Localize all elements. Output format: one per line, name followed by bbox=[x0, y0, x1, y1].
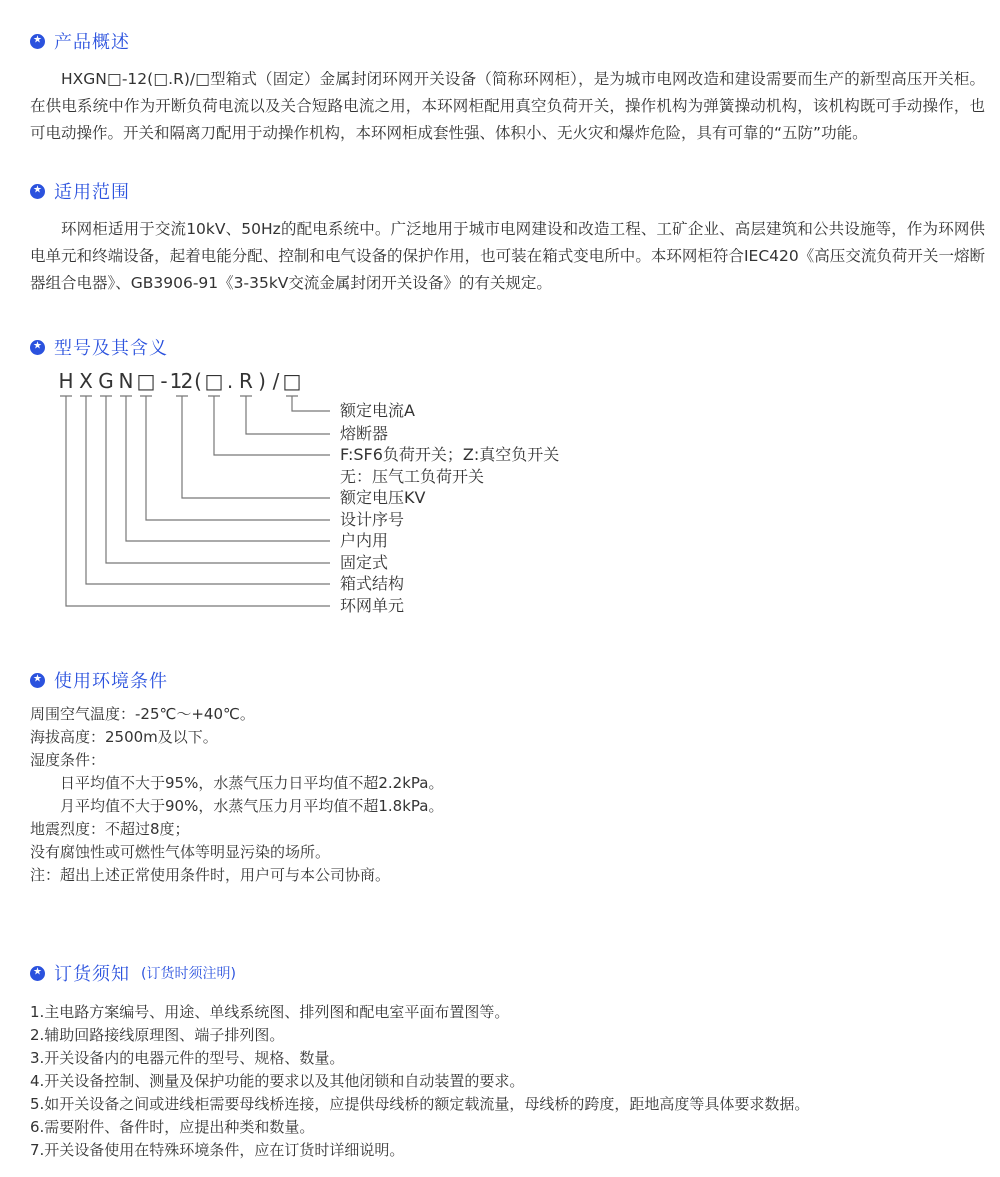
ordering-note-item: 7.开关设备使用在特殊环境条件，应在订货时详细说明。 bbox=[30, 1141, 405, 1159]
section-title-ordering: 订货须知 bbox=[54, 964, 130, 985]
designation-line bbox=[140, 396, 330, 520]
star-glyph: ★ bbox=[33, 184, 42, 196]
scope-paragraph: 环网柜适用于交流10kV、50Hz的配电系统中。广泛地用于城市电网建设和改造工程、工矿企业、高层建筑和公共设施等，作为环网供电单元和终端设备，起着电能分配、控制和电气设备的保护作用，也可装在箱式变电所中。本环网柜符合IEC420《高压交流负荷开关一熔断器组合电器》、GB3906-91《3-35kV交流金属封闭开关设备》的有关规定。 bbox=[30, 220, 985, 292]
star-circle-icon bbox=[30, 340, 45, 355]
designation-label: 箱式结构 bbox=[340, 574, 405, 593]
env-condition-line: 地震烈度：不超过8度； bbox=[30, 820, 190, 838]
star-circle-icon bbox=[30, 966, 45, 981]
designation-line bbox=[60, 396, 330, 606]
designation-label: 额定电压KV bbox=[340, 488, 426, 507]
env-condition-line: 月平均值不大于90%，水蒸气压力月平均值不超1.8kPa。 bbox=[60, 797, 444, 815]
designation-label: F:SF6负荷开关；Z:真空负开关 bbox=[340, 445, 560, 464]
env-condition-line: 湿度条件： bbox=[30, 751, 106, 769]
designation-label: 额定电流A bbox=[340, 401, 415, 420]
section-header-environment bbox=[30, 667, 985, 693]
env-condition-line: 周围空气温度：-25℃～+40℃。 bbox=[30, 705, 255, 723]
star-glyph: ★ bbox=[33, 34, 42, 46]
env-condition-line: 没有腐蚀性或可燃性气体等明显污染的场所。 bbox=[30, 843, 331, 861]
star-glyph: ★ bbox=[33, 966, 42, 978]
designation-label: 熔断器 bbox=[340, 424, 389, 443]
star-glyph: ★ bbox=[33, 340, 42, 352]
section-header-scope bbox=[30, 178, 985, 204]
star-circle-icon bbox=[30, 34, 45, 49]
ordering-note-item: 2.辅助回路接线原理图、端子排列图。 bbox=[30, 1026, 285, 1044]
designation-label: 固定式 bbox=[340, 553, 389, 572]
star-glyph: ★ bbox=[33, 673, 42, 685]
designation-line bbox=[240, 396, 330, 434]
environment-conditions-list bbox=[30, 703, 985, 887]
ordering-note-item: 1.主电路方案编号、用途、单线系统图、排列图和配电室平面布置图等。 bbox=[30, 1003, 510, 1021]
designation-line bbox=[80, 396, 330, 584]
model-designation-text: HXGN□-12(□.R)/□ bbox=[58, 369, 302, 393]
section-title-scope: 适用范围 bbox=[54, 182, 130, 203]
ordering-note-item: 4.开关设备控制、测量及保护功能的要求以及其他闭锁和自动装置的要求。 bbox=[30, 1072, 525, 1090]
designation-label: 无：压气工负荷开关 bbox=[340, 467, 485, 486]
model-designation-diagram bbox=[30, 364, 990, 622]
env-condition-line: 注：超出上述正常使用条件时，用户可与本公司协商。 bbox=[30, 866, 391, 884]
section-title-environment: 使用环境条件 bbox=[54, 671, 168, 692]
star-circle-icon bbox=[30, 673, 45, 688]
designation-line bbox=[208, 396, 330, 455]
section-title-model: 型号及其含义 bbox=[54, 338, 168, 359]
section-header-overview bbox=[30, 28, 985, 54]
env-condition-line: 海拔高度：2500m及以下。 bbox=[30, 728, 218, 746]
designation-line bbox=[286, 396, 330, 411]
section-header-model bbox=[30, 334, 985, 360]
designation-line bbox=[100, 396, 330, 563]
designation-label: 环网单元 bbox=[340, 596, 405, 615]
overview-paragraph: HXGN□-12(□.R)/□型箱式（固定）金属封闭环网开关设备（简称环网柜），是为城市电网改造和建设需要而生产的新型高压开关柜。在供电系统中作为开断负荷电流以及关合短路电流之用，本环网柜配用真空负荷开关，操作机构为弹簧操动机构，该机构既可手动操作，也可电动操作。开关和隔离刀配用于动操作机构，本环网柜成套性强、体积小、无火灾和爆炸危险，具有可靠的“五防”功能。 bbox=[30, 70, 985, 142]
star-circle-icon bbox=[30, 184, 45, 199]
ordering-note-item: 6.需要附件、备件时，应提出种类和数量。 bbox=[30, 1118, 315, 1136]
ordering-note-item: 5.如开关设备之间或进线柜需要母线桥连接，应提供母线桥的额定载流量，母线桥的跨度，距地高度等具体要求数据。 bbox=[30, 1095, 810, 1113]
designation-line bbox=[120, 396, 330, 541]
designation-label: 户内用 bbox=[340, 531, 389, 550]
ordering-notes-list bbox=[30, 1001, 985, 1162]
section-subtitle-ordering: (订货时须注明) bbox=[141, 966, 236, 982]
designation-label: 设计序号 bbox=[340, 510, 405, 529]
section-title-overview: 产品概述 bbox=[54, 32, 130, 53]
ordering-note-item: 3.开关设备内的电器元件的型号、规格、数量。 bbox=[30, 1049, 345, 1067]
env-condition-line: 日平均值不大于95%，水蒸气压力日平均值不超2.2kPa。 bbox=[60, 774, 444, 792]
section-header-ordering bbox=[30, 960, 985, 986]
